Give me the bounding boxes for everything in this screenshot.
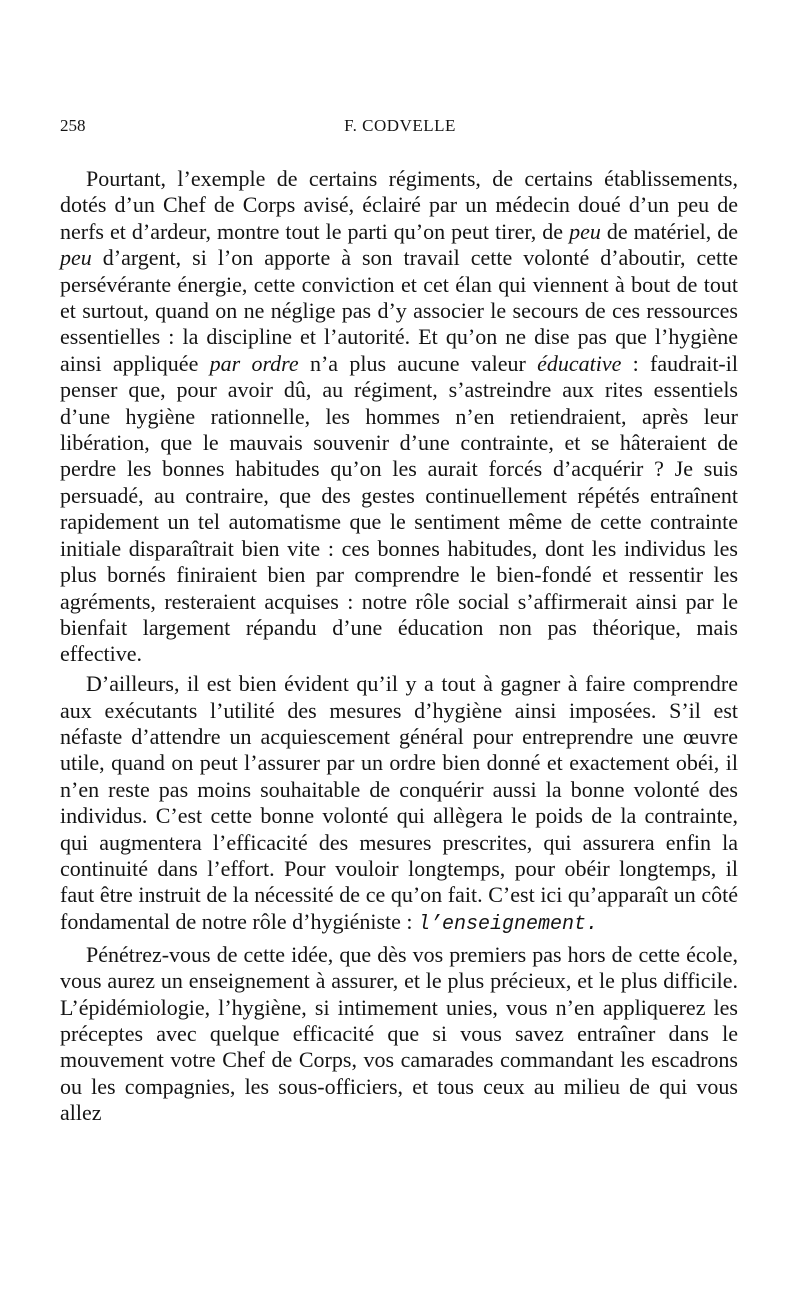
page-header — [60, 116, 740, 140]
text-segment: D’ailleurs, il est bien évident qu’il y a tout à gagner à faire comprendre aux exécutants l’utilité des mesures d’hygiène ainsi imposées. S’il est néfaste d’attendre un acquiescement général pour entreprendre une œuvre utile, quand on peut l’assurer par un ordre bien donné et exactement obéi, il n’en reste pas moins souhaitable de conquérir aussi la bonne volonté des individus. C’est cette bonne volonté qui allègera le poids de la contrainte, qui augmentera l’efficacité des mesures prescrites, qui assurera enfin la continuité dans l’effort. Pour vouloir longtemps, pour obéir longtemps, il faut être instruit de la nécessité de ce qu’on fait. C’est ici qu’apparaît un côté fondamental de notre rôle d’hygiéniste : — [60, 671, 738, 934]
text-segment: n’a plus aucune valeur — [298, 350, 538, 376]
emphasis-peu: peu — [569, 218, 601, 244]
running-head: F. CODVELLE — [344, 116, 456, 135]
emphasis-par-ordre: par ordre — [209, 350, 299, 376]
text-segment: de matériel, de — [600, 218, 738, 244]
text-segment: Pénétrez-vous de cette idée, que dès vos premiers pas hors de cette école, vous aurez un enseignement à assurer, et le plus précieux, et le plus difficile. L’épidémiologie, l’hygiène, si intimement unies, vous n’en appliquerez les préceptes avec quelque efficacité que si vous savez entraîner dans le mouvement votre Chef de Corps, vos camarades commandant les escadrons ou les compagnies, les sous-officiers, et tous ceux au milieu de qui vous allez — [60, 941, 738, 1126]
page-number: 258 — [60, 116, 86, 135]
emphasis-peu: peu — [60, 245, 92, 271]
text-segment: d’argent, si l’on apporte à son travail cette volonté d’aboutir, cette persévérante énergie, cette conviction et cet élan qui viennent à bout de tout et surtout, quand on ne néglige pas d’y associer le secours de ces ressources essentielles : la discipline et l’autorité. Et qu’on ne dise pas que l’hygiène ainsi appliquée — [60, 245, 738, 376]
emphasis-educative: éducative — [537, 350, 622, 376]
body-text — [60, 166, 738, 1130]
text-segment: : faudrait-il penser que, pour avoir dû, au régiment, s’astreindre aux rites essentiels d’une hygiène rationnelle, les hommes n’en retiendraient, après leur libération, que le mauvais souvenir d’une contrainte, et se hâteraient de perdre les bonnes habitudes qu’on les aurait forcés d’acquérir ? Je suis persuadé, au contraire, que des gestes continuellement répétés entraînent rapidement un tel automatisme que le sentiment même de cette contrainte initiale disparaîtrait bien vite : ces bonnes habitudes, dont les individus les plus bornés finiraient bien par comprendre le bien-fondé et ressentir les agréments, resteraient acquises : notre rôle social s’affirmerait ainsi par le bienfait largement répandu d’une éducation non pas théorique, mais effective. — [60, 350, 738, 667]
emphasis-enseignement: l’enseignement. — [418, 912, 599, 936]
paragraph-3 — [60, 942, 738, 1127]
text-segment: Pourtant, l’exemple de certains régiments, de certains établissements, dotés d’un Chef de Corps avisé, éclairé par un médecin doué d’un peu de nerfs et d’ardeur, montre tout le parti qu’on peut tirer, de — [60, 166, 738, 244]
paragraph-2 — [60, 671, 738, 938]
paragraph-1 — [60, 166, 738, 668]
